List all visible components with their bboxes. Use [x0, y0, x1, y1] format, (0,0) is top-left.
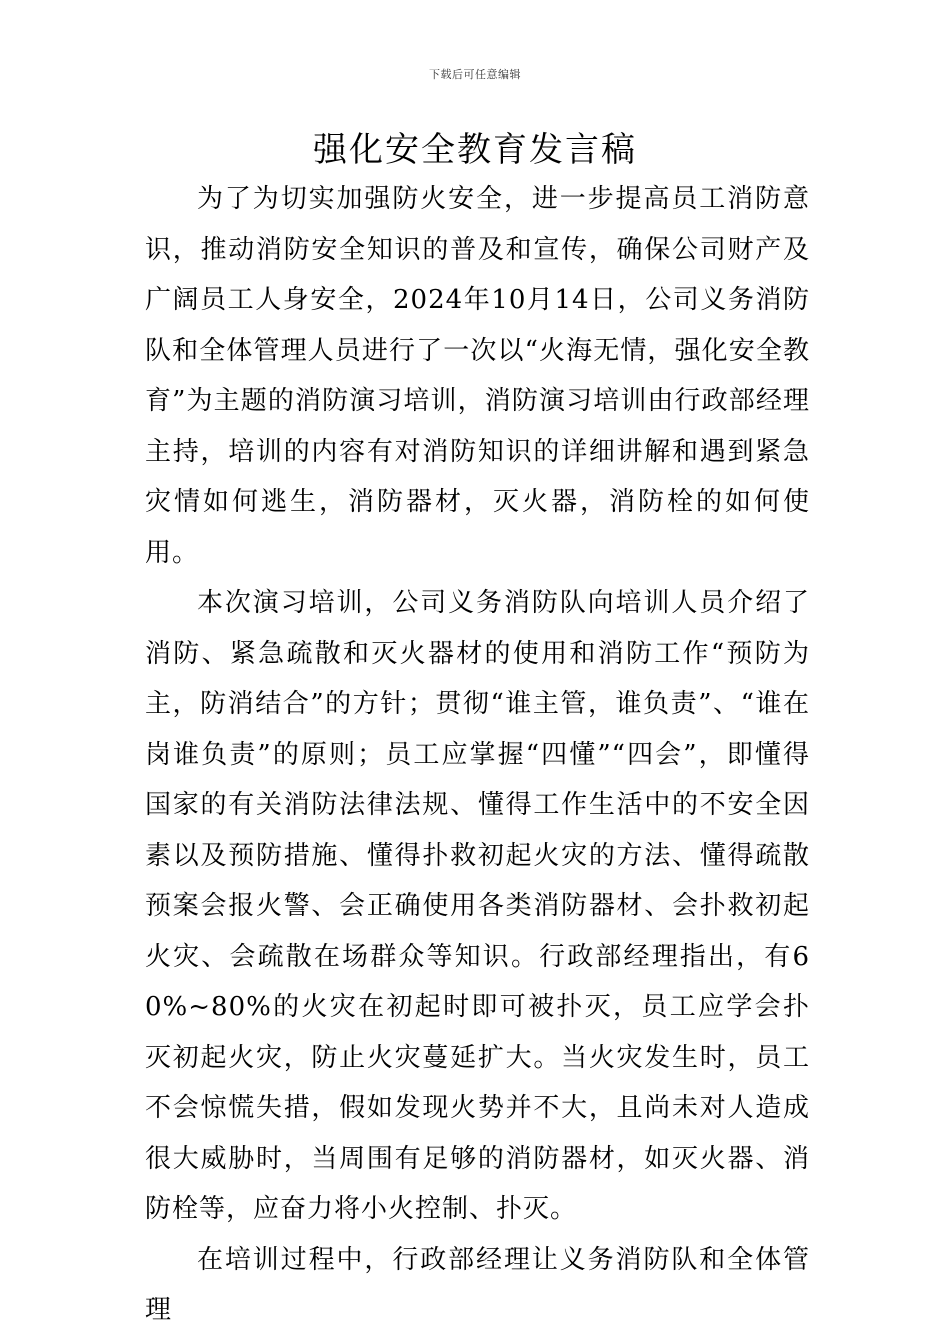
header-note: 下载后可任意编辑	[429, 68, 521, 81]
document-body	[145, 174, 810, 1336]
document-title: 强化安全教育发言稿	[313, 130, 637, 170]
paragraph-3: 在培训过程中，行政部经理让义务消防队和全体管理	[145, 1244, 810, 1325]
paragraph-2: 本次演习培训，公司义务消防队向培训人员介绍了消防、紧急疏散和灭火器材的使用和消防工作“预防为主，防消结合”的方针；贯彻“谁主管，谁负责”、“谁在岗谁负责”的原则；员工应掌握“四懂”“四会”，即懂得国家的有关消防法律法规、懂得工作生活中的不安全因素以及预防措施、懂得扑救初起火灾的方法、懂得疏散预案会报火警、会正确使用各类消防器材、会扑救初起火灾、会疏散在场群众等知识。行政部经理指出，有60%~80%的火灾在初起时即可被扑灭，员工应学会扑灭初起火灾，防止火灾蔓延扩大。当火灾发生时，员工不会惊慌失措，假如发现火势并不大，且尚未对人造成很大威胁时，当周围有足够的消防器材，如灭火器、消防栓等，应奋力将小火控制、扑灭。	[145, 588, 810, 1224]
paragraph-1: 为了为切实加强防火安全，进一步提高员工消防意识，推动消防安全知识的普及和宣传，确保公司财产及广阔员工人身安全，2024年10月14日，公司义务消防队和全体管理人员进行了一次以“火海无情，强化安全教育”为主题的消防演习培训，消防演习培训由行政部经理主持，培训的内容有对消防知识的详细讲解和遇到紧急灾情如何逃生，消防器材，灭火器，消防栓的如何使用。	[145, 184, 810, 568]
